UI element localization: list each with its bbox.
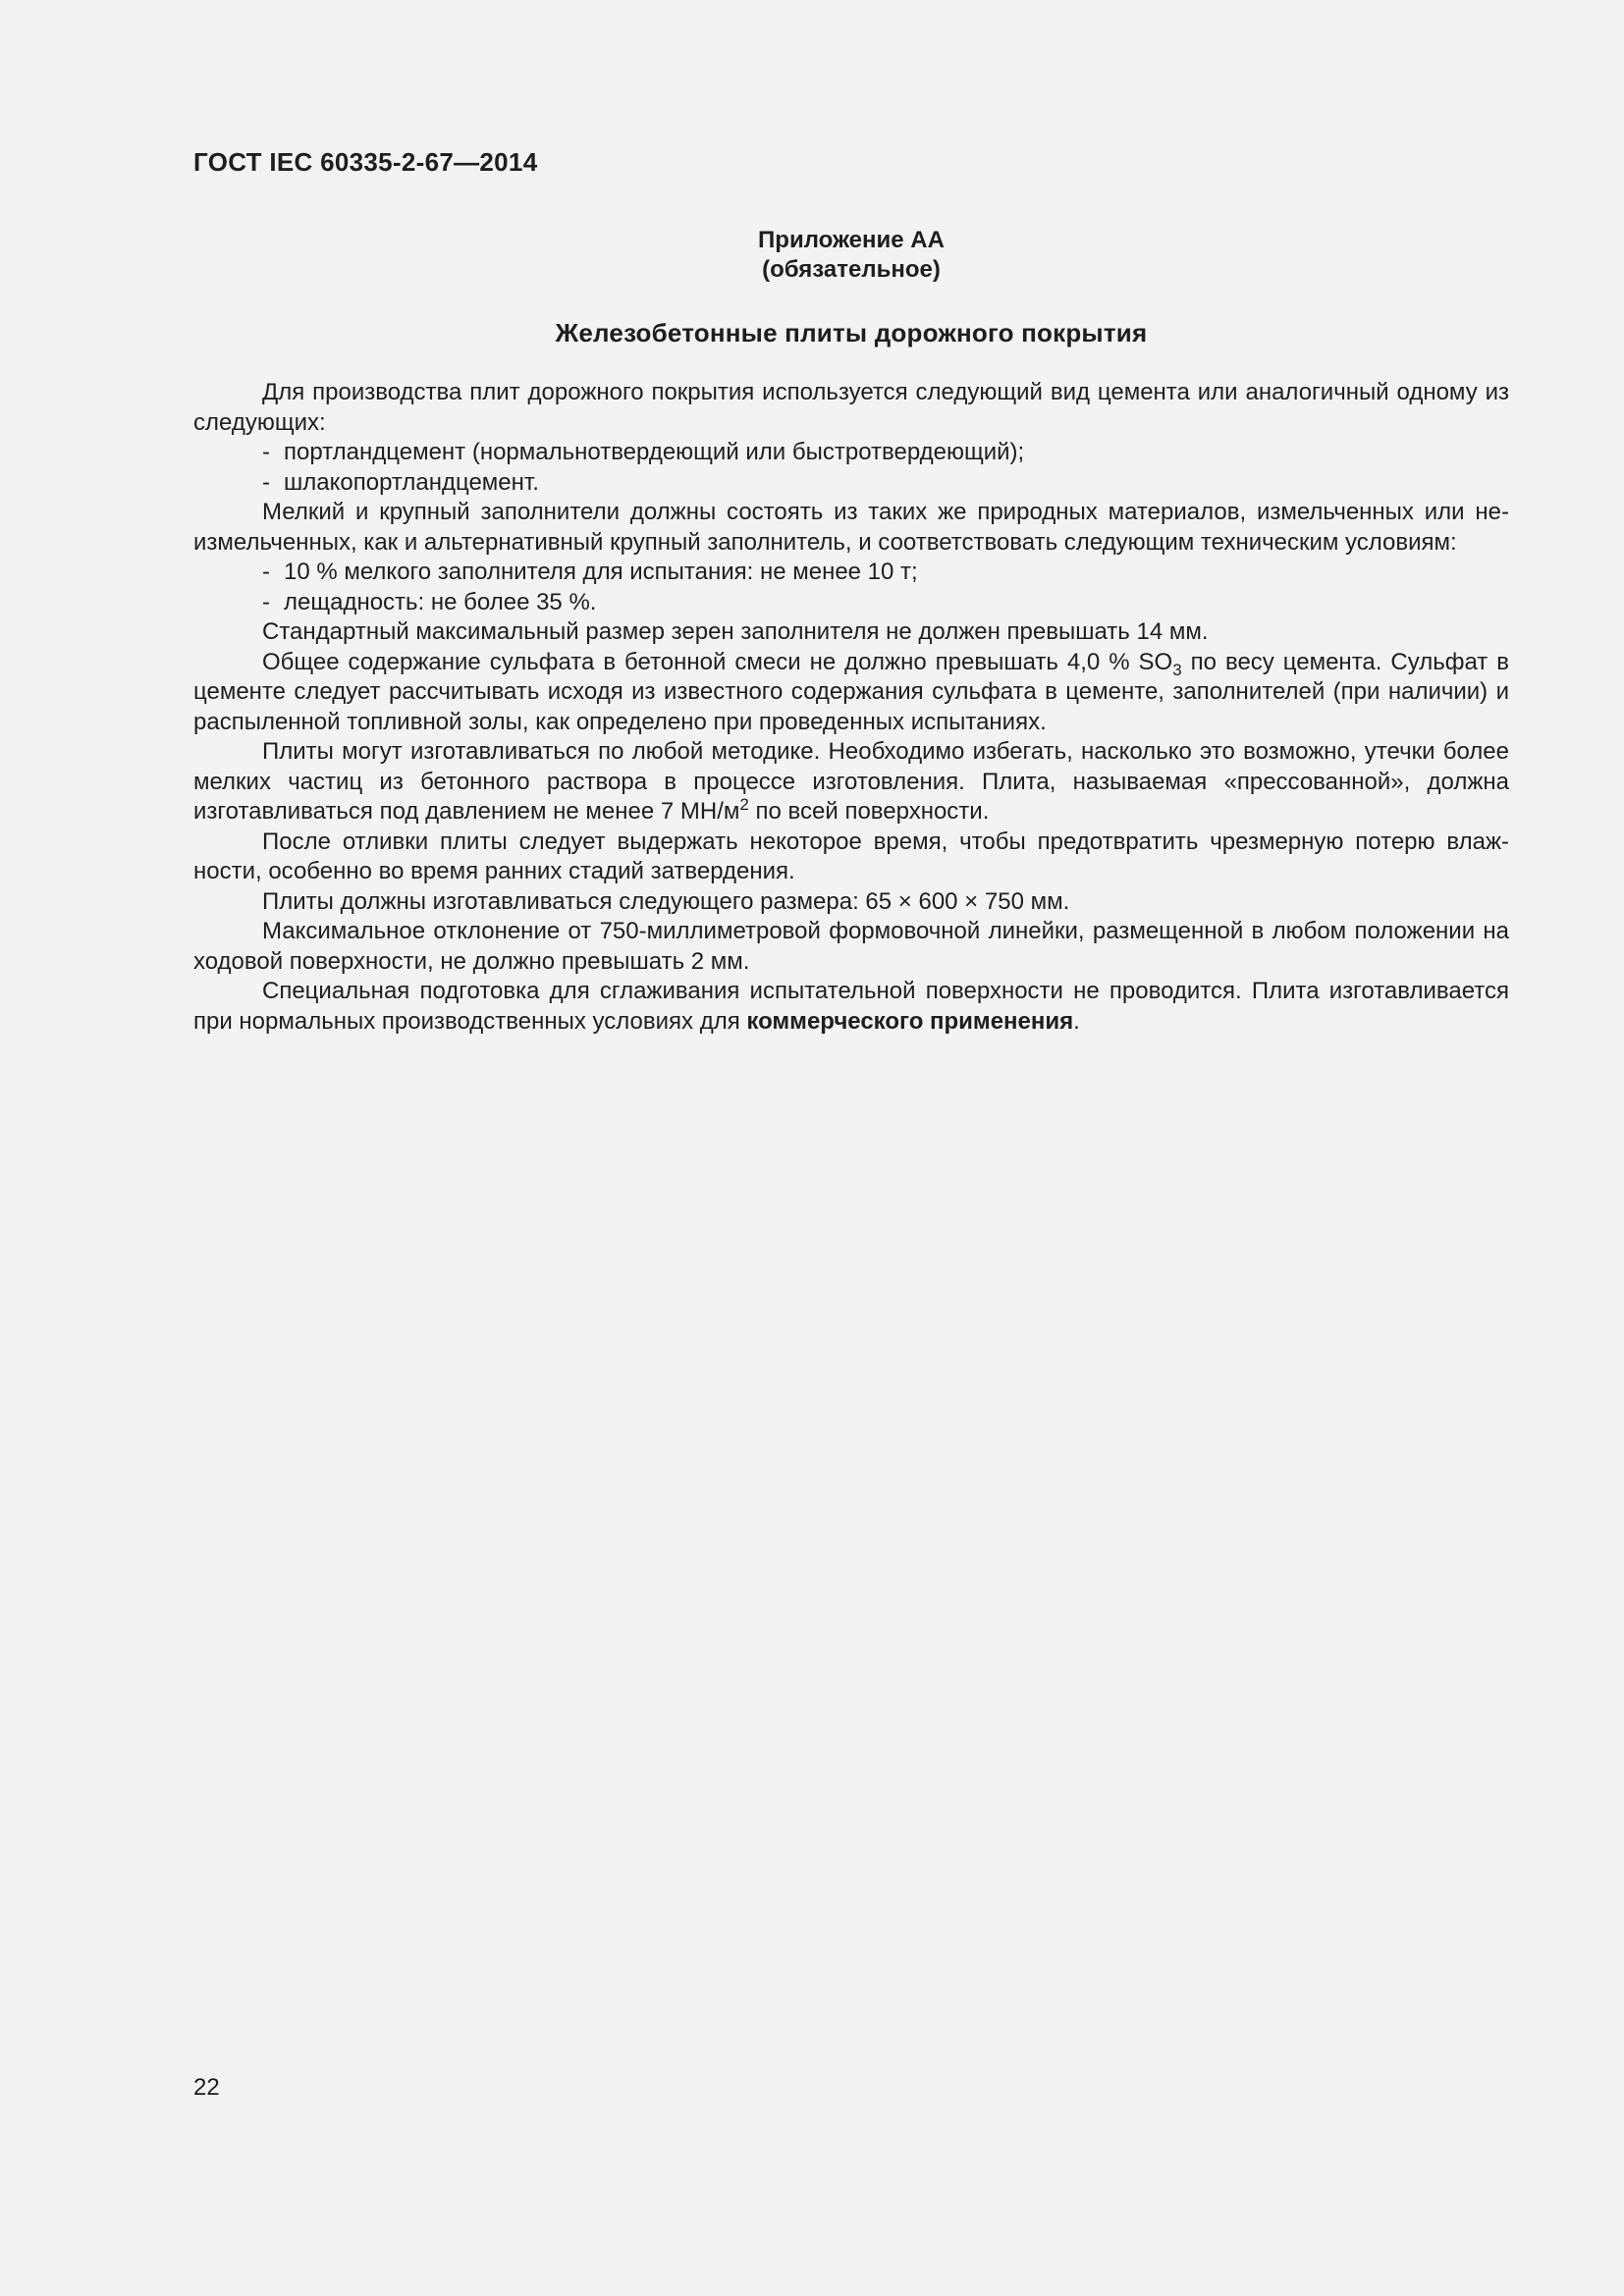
bold-term: коммерческого применения <box>746 1007 1074 1035</box>
bullet-dash: - <box>262 559 270 585</box>
paragraph-grain-size: Стандартный максимальный размер зерен заполнителя не должен превышать 14 мм. <box>262 618 1209 645</box>
list-item-text: шлакопортландцемент. <box>284 468 539 496</box>
bullet-dash: - <box>262 468 270 496</box>
paragraph-aggregates: Мелкий и крупный заполнители должны состоять из таких же природных материалов, измельченных или неизмельченных, как и альтернативный крупный заполнитель, и соответствовать следующим техническим условиям: <box>193 499 1509 556</box>
superscript: 2 <box>739 795 749 814</box>
annex-heading <box>193 226 1509 285</box>
annex-title: Железобетонные плиты дорожного покрытия <box>555 318 1148 347</box>
paragraph-cement: Для производства плит дорожного покрытия используется следующий вид цемента или аналогичный одному из следующих: <box>193 379 1509 436</box>
list-item <box>193 438 1509 468</box>
list-item <box>193 468 1509 499</box>
list-item <box>193 558 1509 588</box>
paragraph-method: Плиты могут изготавливаться по любой методике. Необходимо избегать, насколько это возможно, утечки более мелких частиц из бетонного раствора в процессе изготовления. Плита, называемая «прессованной», должна изготавливаться под давлением не менее 7 $МН/м^2$ по всей поверхности. <box>193 738 1509 825</box>
document-header: ГОСТ IEC 60335-2-67—2014 <box>193 147 538 177</box>
paragraph-size: Плиты должны изготавливаться следующего размера: 65 × 600 × 750 мм. <box>262 887 1070 915</box>
annex-label: Приложение АА <box>758 227 945 253</box>
paragraph-curing: После отливки плиты следует выдержать некоторое время, чтобы предотвратить чрезмерную потерю влажности, особенно во время ранних стадий затвердения. <box>193 828 1509 884</box>
paragraph-sulfate: Общее содержание сульфата в бетонной смеси не должно превышать 4,0 % $SO_3$ по весу цемента. Сульфат в цементе следует рассчитывать исходя из известного содержания сульфата в цементе, заполнителей (при наличии) и распыленной топливной золы, как определено при проведенных испытаниях. <box>193 648 1509 735</box>
list-item-text: портландцемент (нормальнотвердеющий или быстротвердеющий); <box>284 439 1025 465</box>
body-text <box>193 378 1509 1037</box>
list-item-text: лещадность: не более 35 %. <box>284 588 597 615</box>
list-item-text: 10 % мелкого заполнителя для испытания: не менее 10 т; <box>284 559 918 585</box>
paragraph-deviation: Максимальное отклонение от 750-миллиметровой формовочной линейки, размещенной в любом положении на ходовой поверхности, не должно превышать 2 мм. <box>193 918 1509 975</box>
bullet-dash: - <box>262 588 270 615</box>
page-number: 22 <box>193 2074 220 2101</box>
bullet-dash: - <box>262 439 270 465</box>
paragraph-preparation: Специальная подготовка для сглаживания испытательной поверхности не проводится. Плита изготавливается при нормальных производственных условиях для коммерческого применения. <box>193 978 1509 1035</box>
list-item <box>193 588 1509 618</box>
annex-status: (обязательное) <box>762 256 941 283</box>
subscript: 3 <box>1172 660 1182 679</box>
